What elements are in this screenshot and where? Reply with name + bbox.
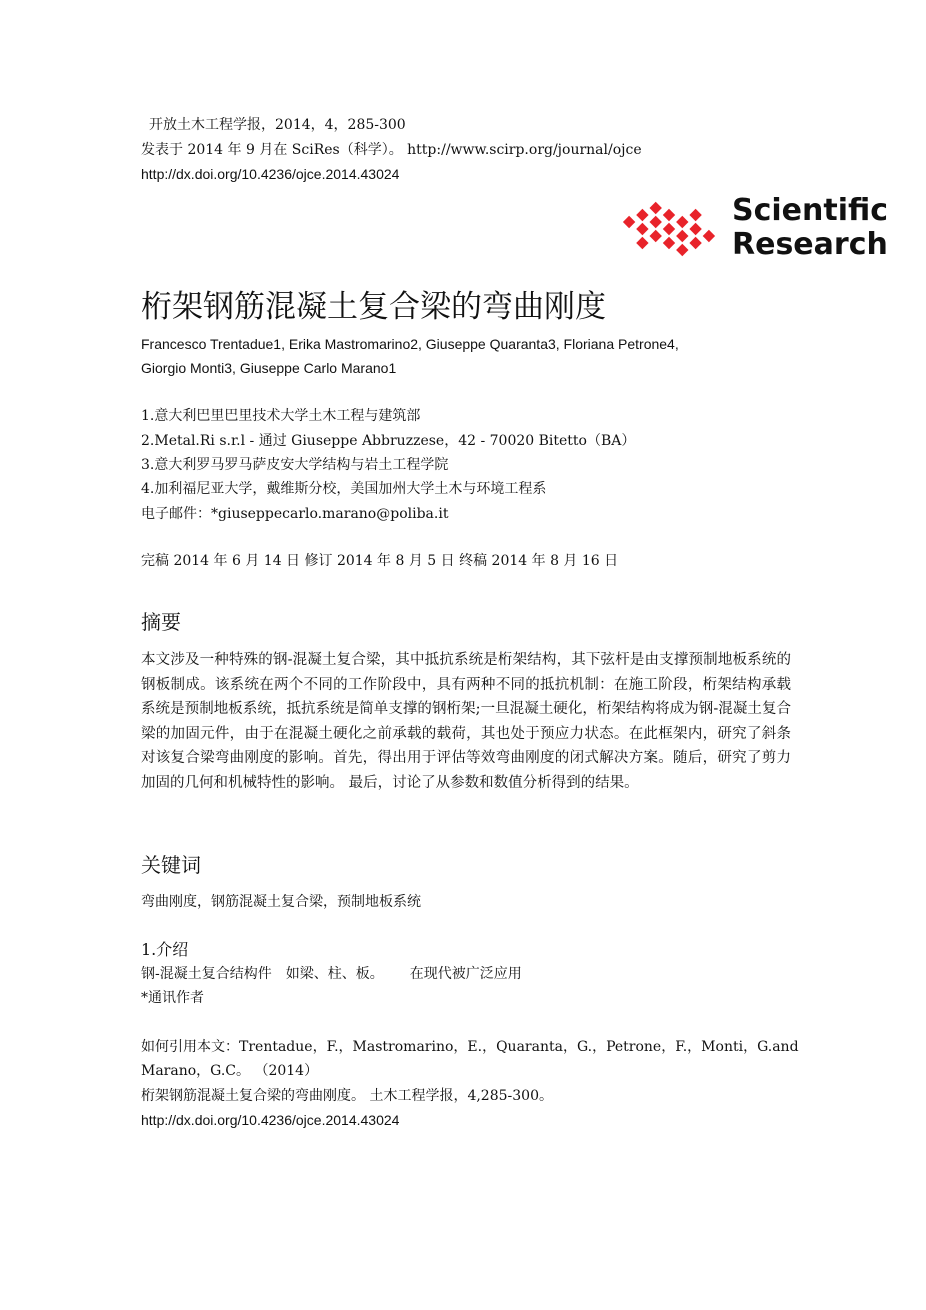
citation-doi-link[interactable]: http://dx.doi.org/10.4236/ojce.2014.43024 [141,1112,400,1128]
logo-diamond-cell [623,216,635,228]
paper-title: 桁架钢筋混凝土复合梁的弯曲刚度 [141,289,606,325]
affiliation-3: 3.意大利罗马罗马萨皮安大学结构与岩土工程学院 [141,457,449,473]
citation-line-2: Marano，G.C。 （2014） [141,1063,319,1079]
affiliation-1: 1.意大利巴里巴里技术大学土木工程与建筑部 [141,408,421,424]
intro-text-part-2: 如梁、柱、板。 [285,966,384,982]
affiliation-4: 4.加利福尼亚大学，戴维斯分校，美国加州大学土木与环境工程系 [141,481,547,497]
header-doi-link[interactable]: http://dx.doi.org/10.4236/ojce.2014.43024 [141,166,400,182]
logo-diamond-cell [636,223,648,235]
intro-heading: 1.介绍 [141,940,189,959]
affiliation-2: 2.Metal.Ri s.r.l - 通过 Giuseppe Abbruzzese，42 - 70020 Bitetto（BA） [141,433,636,449]
logo-diamond-cell [703,230,715,242]
logo-diamond-cell [650,202,662,214]
logo-text-research: Research [732,227,888,262]
scientific-research-logo [614,186,906,272]
logo-diamond-cell [689,223,701,235]
logo-diamond-cell [689,237,701,249]
intro-first-line [141,964,522,984]
logo-diamond-cell [636,237,648,249]
citation-line-3: 桁架钢筋混凝土复合梁的弯曲刚度。 土木工程学报，4,285-300。 [141,1088,553,1104]
authors-line-2: Giorgio Monti3, Giuseppe Carlo Marano1 [141,360,397,376]
logo-diamond-icon [614,186,724,272]
logo-diamond-cell [663,223,675,235]
logo-diamond-cell [650,230,662,242]
logo-diamond-cell [689,209,701,221]
logo-diamond-cell [636,209,648,221]
abstract-text: 本文涉及一种特殊的钢-混凝土复合梁，其中抵抗系统是桁架结构，其下弦杆是由支撑预制地板系统的钢板制成。该系统在两个不同的工作阶段中，具有两种不同的抵抗机制：在施工阶段，桁架结构承载系统是预制地板系统，抵抗系统是简单支撑的钢桁架;一旦混凝土硬化，桁架结构将成为钢-混凝土复合梁的加固元件，由于在混凝土硬化之前承载的载荷，其也处于预应力状态。在此框架内，研究了斜条对该复合梁弯曲刚度的影响。首先，得出用于评估等效弯曲刚度的闭式解决方案。随后，研究了剪力加固的几何和机械特性的影响。 最后，讨论了从参数和数值分析得到的结果。 [141,652,791,791]
keywords-text: 弯曲刚度，钢筋混凝土复合梁，预制地板系统 [141,894,421,910]
logo-text-scientific: Scientific [732,193,889,228]
authors-line-1: Francesco Trentadue1, Erika Mastromarino2, Giuseppe Quaranta3, Floriana Petrone4, [141,336,679,352]
logo-diamond-cell [676,244,688,256]
keywords-heading: 关键词 [141,853,201,877]
citation-line-1: 如何引用本文：Trentadue，F.，Mastromarino，E.，Quaranta，G.，Petrone，F.，Monti，G.and [141,1039,799,1055]
manuscript-dates: 完稿 2014 年 6 月 14 日 修订 2014 年 8 月 5 日 终稿 2014 年 8 月 16 日 [141,553,619,569]
logo-diamond-cell [663,237,675,249]
corresponding-author-note: *通讯作者 [141,990,204,1006]
email-line[interactable]: 电子邮件：*giuseppecarlo.marano@poliba.it [141,506,449,522]
publication-info: 发表于 2014 年 9 月在 SciRes（科学）。 http://www.scirp.org/journal/ojce [141,142,642,158]
logo-diamond-cell [676,216,688,228]
logo-diamond-cell [676,230,688,242]
intro-text-part-1: 钢-混凝土复合结构件 [141,966,272,982]
journal-reference: 开放土木工程学报，2014，4，285-300 [149,117,406,133]
abstract-heading: 摘要 [141,610,181,634]
intro-text-part-3: 在现代被广泛应用 [409,966,522,982]
logo-diamond-cell [650,216,662,228]
logo-diamond-cell [663,209,675,221]
